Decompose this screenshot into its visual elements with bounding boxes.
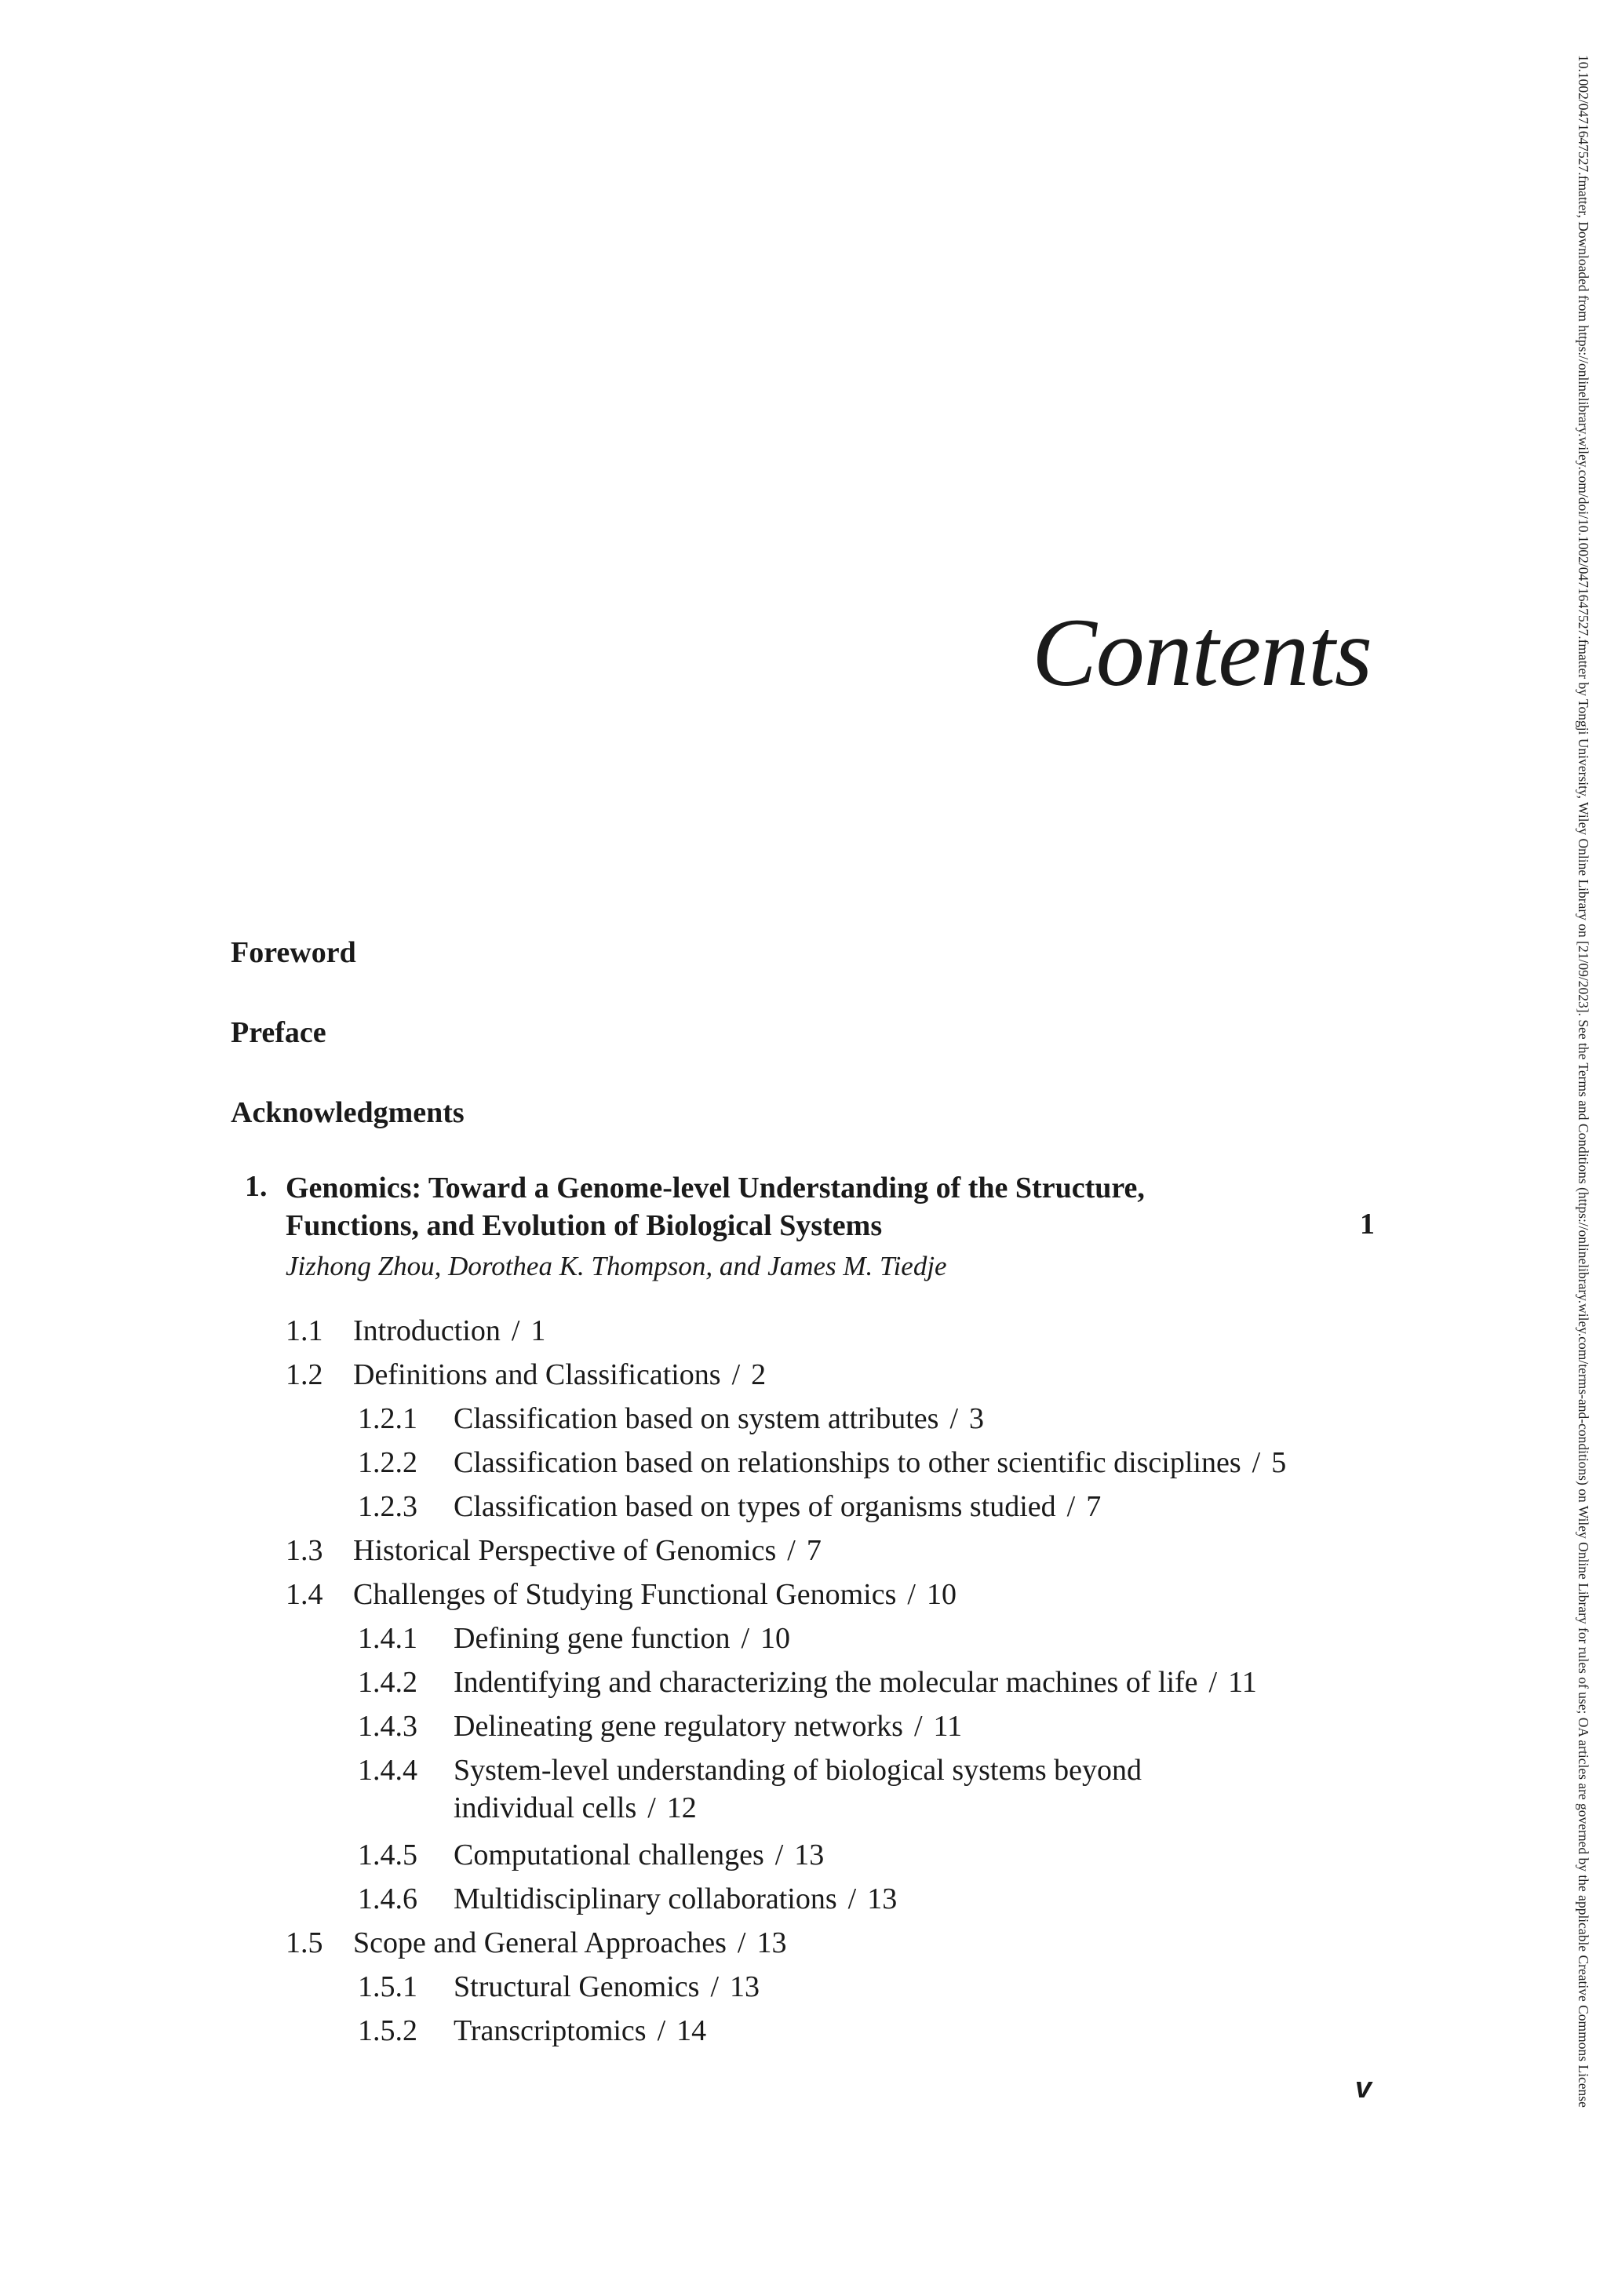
section-title: Introduction: [353, 1314, 501, 1347]
toc-row[interactable]: [286, 1748, 1384, 1833]
section-page: 13: [730, 1970, 760, 2003]
section-number: 1.5.2: [358, 2014, 417, 2047]
chapter-number: 1.: [245, 1170, 268, 1203]
chapter-title-line1: Genomics: Toward a Genome-level Understanding of the Structure,: [286, 1172, 1145, 1204]
section-page: 13: [756, 1926, 787, 1959]
download-notice-text: 10.1002/0471647527.fmatter, Downloaded from https://onlinelibrary.wiley.com/doi/10.1002/0471647527.fmatter by Tongji University, Wiley Online Library on [21/09/2023]. See the Terms and Conditions (https://onlinelibrary.wiley.com/terms-and-conditions) on Wiley Online Library for rules of use; OA articles are governed by the applicable Creative Commons License: [1576, 55, 1591, 2108]
section-number: 1.2.3: [358, 1490, 417, 1523]
section-number: 1.2.1: [358, 1402, 417, 1435]
section-page: 7: [806, 1534, 822, 1567]
section-title: Transcriptomics: [454, 2014, 647, 2047]
chapter-title-line2: Functions, and Evolution of Biological Systems: [286, 1209, 883, 1242]
section-page: 7: [1086, 1490, 1102, 1523]
page-title: Contents: [1032, 599, 1372, 706]
toc-row[interactable]: [286, 1573, 1384, 1616]
toc-row[interactable]: [286, 1616, 1384, 1660]
section-number: 1.2.2: [358, 1446, 417, 1479]
section-page: 12: [666, 1791, 697, 1824]
page-separator: /: [1066, 1490, 1076, 1523]
page-separator: /: [907, 1578, 916, 1611]
section-page: 3: [969, 1402, 985, 1435]
section-number: 1.2: [286, 1358, 323, 1391]
section-title: Structural Genomics: [454, 1970, 700, 2003]
toc-row[interactable]: [286, 1441, 1384, 1485]
toc-row[interactable]: [286, 1485, 1384, 1529]
toc-row[interactable]: [286, 1309, 1384, 1353]
toc-row[interactable]: [286, 1877, 1384, 1921]
toc-entry-preface[interactable]: Preface: [231, 1016, 326, 1049]
section-page: 10: [926, 1578, 957, 1611]
section-number: 1.4.2: [358, 1666, 417, 1699]
toc-row[interactable]: [286, 1660, 1384, 1704]
page-separator: /: [1252, 1446, 1261, 1479]
section-title: Historical Perspective of Genomics: [353, 1534, 777, 1567]
section-page: 2: [751, 1358, 767, 1391]
page-separator: /: [731, 1358, 741, 1391]
download-watermark: [1572, 55, 1594, 2236]
page-separator: /: [657, 2014, 666, 2047]
page-separator: /: [511, 1314, 520, 1347]
toc-entry-foreword[interactable]: Foreword: [231, 936, 356, 969]
page-separator: /: [787, 1534, 796, 1567]
section-title: Delineating gene regulatory networks: [454, 1710, 903, 1743]
section-page: 11: [933, 1710, 963, 1743]
section-title: Definitions and Classifications: [353, 1358, 721, 1391]
section-page: 13: [867, 1882, 898, 1915]
page-separator: /: [913, 1710, 923, 1743]
section-number: 1.4.5: [358, 1839, 417, 1871]
page-separator: /: [710, 1970, 719, 2003]
page-folio: v: [1354, 2072, 1372, 2105]
section-title: Classification based on types of organisms studied: [454, 1490, 1056, 1523]
section-number: 1.4: [286, 1578, 323, 1611]
chapter-page-number: 1: [1360, 1208, 1375, 1241]
section-title: Scope and General Approaches: [353, 1926, 727, 1959]
section-number: 1.4.1: [358, 1622, 417, 1655]
section-number: 1.3: [286, 1534, 323, 1567]
section-title: Challenges of Studying Functional Genomics: [353, 1578, 897, 1611]
section-number: 1.4.6: [358, 1882, 417, 1915]
toc-row[interactable]: [286, 1529, 1384, 1573]
page-separator: /: [949, 1402, 959, 1435]
section-number: 1.4.4: [358, 1754, 417, 1787]
section-title: Classification based on system attributes: [454, 1402, 939, 1435]
toc-row[interactable]: [286, 1965, 1384, 2009]
section-page: 5: [1271, 1446, 1287, 1479]
page-separator: /: [1208, 1666, 1218, 1699]
toc-row[interactable]: [286, 2009, 1384, 2053]
section-title: Computational challenges: [454, 1839, 764, 1871]
page-separator: /: [647, 1791, 656, 1824]
chapter-authors: Jizhong Zhou, Dorothea K. Thompson, and James M. Tiedje: [286, 1251, 947, 1281]
section-number: 1.4.3: [358, 1710, 417, 1743]
section-list: [286, 1309, 1384, 2053]
toc-entry-acknowledgments[interactable]: Acknowledgments: [231, 1096, 465, 1129]
section-title: Indentifying and characterizing the molecular machines of life: [454, 1666, 1198, 1699]
chapter-title: [286, 1169, 1306, 1245]
page-separator: /: [774, 1839, 784, 1871]
section-title: Classification based on relationships to other scientific disciplines: [454, 1446, 1241, 1479]
toc-row[interactable]: [286, 1833, 1384, 1877]
section-page: 1: [530, 1314, 546, 1347]
section-title: Multidisciplinary collaborations: [454, 1882, 837, 1915]
section-page: 11: [1228, 1666, 1257, 1699]
section-title-continued: individual cells: [454, 1791, 637, 1824]
section-page: 13: [794, 1839, 825, 1871]
section-page: 14: [676, 2014, 707, 2047]
section-title: Defining gene function: [454, 1622, 731, 1655]
section-number: 1.1: [286, 1314, 323, 1347]
page-separator: /: [847, 1882, 857, 1915]
toc-row[interactable]: [286, 1704, 1384, 1748]
toc-row[interactable]: [286, 1353, 1384, 1397]
page-separator: /: [741, 1622, 750, 1655]
section-number: 1.5.1: [358, 1970, 417, 2003]
section-page: 10: [760, 1622, 791, 1655]
toc-row[interactable]: [286, 1397, 1384, 1441]
page-separator: /: [737, 1926, 746, 1959]
section-number: 1.5: [286, 1926, 323, 1959]
toc-row[interactable]: [286, 1921, 1384, 1965]
section-title: System-level understanding of biological systems beyond: [454, 1754, 1142, 1787]
